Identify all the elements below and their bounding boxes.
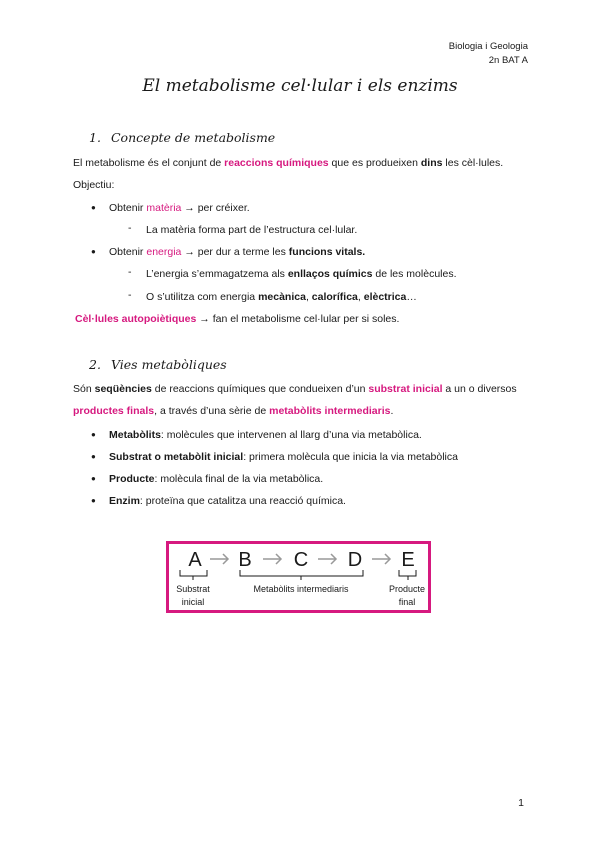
def-text: : molècula final de la via metabòlica.: [154, 473, 324, 485]
sub3-comma: ,: [357, 291, 361, 303]
vies-line1: [73, 382, 517, 396]
bullet2-highlight: energia: [146, 246, 182, 258]
sub3-text-a: O s’utilitza com energia: [146, 291, 256, 303]
vies-line2: [73, 404, 393, 418]
bullet1-highlight: matèria: [146, 202, 182, 214]
def-producte: [109, 472, 323, 486]
intro-highlight: reaccions químiques: [224, 157, 329, 169]
bullet-icon: ●: [91, 203, 96, 212]
section1-number: 1.: [89, 130, 101, 145]
vies-text-c: de reaccions químiques que condueixen d’un: [154, 383, 366, 395]
metabolite-b: B: [238, 549, 252, 571]
section2-number: 2.: [89, 357, 101, 372]
sub3-comma: ,: [305, 291, 309, 303]
bullet-energia: [109, 245, 365, 259]
sub-energia-tipus: [146, 290, 417, 304]
def-metabolits: [109, 428, 422, 442]
bullet-icon: ●: [91, 496, 96, 505]
sub-energia-emmagatzema: [146, 267, 457, 281]
label-substrat-2: inicial: [181, 597, 205, 607]
metabolic-pathway-diagram: [166, 541, 431, 613]
sub2-text-c: de les molècules.: [375, 268, 457, 280]
vies-bold: seqüències: [94, 383, 152, 395]
sub2-text-a: L’energia s’emmagatzema als: [146, 268, 285, 280]
def-enzim: [109, 494, 346, 508]
metabolite-d: D: [347, 549, 363, 571]
vies-text-a: Són: [73, 383, 92, 395]
autopoietiques-text: → fan el metabolisme cel·lular per si soles.: [199, 313, 400, 325]
vies-highlight-productes: productes finals: [73, 405, 155, 417]
sub3-bold-calorifica: calorífica: [311, 291, 358, 303]
brace-substrat: [180, 570, 207, 580]
section2-title: Vies metabòliques: [110, 357, 227, 372]
bullet2-bold: funcions vitals.: [288, 246, 366, 258]
section1-heading: [89, 130, 275, 145]
sub-materia: La matèria forma part de l’estructura cel·lular.: [146, 224, 358, 236]
sub3-bold-mecanica: mecànica: [258, 291, 306, 303]
bullet2-text-a: Obtenir: [109, 246, 144, 258]
header-class: 2n BAT A: [488, 55, 528, 66]
def-text: : molècules que intervenen al llarg d’una via metabòlica.: [160, 429, 422, 441]
arrow-icon: [372, 554, 390, 564]
vies-highlight-substrat: substrat inicial: [368, 383, 443, 395]
arrow-icon: [318, 554, 336, 564]
def-term: Metabòlits: [109, 429, 161, 441]
sub3-bold-electrica: elèctrica: [363, 291, 407, 303]
label-substrat-1: Substrat: [176, 584, 210, 594]
page-number: 1: [518, 797, 524, 809]
bullet1-text-c: → per créixer.: [184, 202, 250, 214]
def-term: Producte: [109, 473, 155, 485]
pathway-svg: [169, 544, 428, 610]
def-text: : primera molècula que inicia la via metabòlica: [243, 451, 458, 463]
intro-text-a: El metabolisme és el conjunt de: [73, 157, 222, 169]
bullet-icon: ●: [91, 430, 96, 439]
bullet-icon: ●: [91, 247, 96, 256]
bullet-icon: ●: [91, 474, 96, 483]
label-producte-2: final: [398, 597, 416, 607]
intro-text-e: les cèl·lules.: [445, 157, 504, 169]
dash-icon: -: [128, 266, 132, 278]
intro-bold: dins: [420, 157, 443, 169]
header-subject: Biologia i Geologia: [448, 41, 528, 52]
dash-icon: -: [128, 289, 132, 301]
bullet1-text-a: Obtenir: [109, 202, 144, 214]
bullet2-text-c: → per dur a terme les: [184, 246, 286, 258]
label-producte-1: Producte: [388, 584, 426, 594]
sub3-ellipsis: …: [406, 291, 417, 303]
section1-title: Concepte de metabolisme: [110, 130, 276, 145]
arrow-icon: [263, 554, 281, 564]
page-title: El metabolisme cel·lular i els enzims: [142, 76, 458, 96]
label-intermediaris: Metabòlits intermediaris: [253, 584, 349, 594]
arrow-icon: [210, 554, 228, 564]
vies-period: .: [390, 405, 394, 417]
brace-producte: [399, 570, 416, 580]
vies-text-e: a un o diversos: [445, 383, 517, 395]
def-text: : proteïna que catalitza una reacció química.: [139, 495, 346, 507]
def-term: Substrat o metabòlit inicial: [109, 451, 244, 463]
vies-highlight-metabolits: metabòlits intermediaris: [269, 405, 391, 417]
brace-intermediaris: [240, 570, 363, 580]
def-substrat: [109, 450, 458, 464]
objective-label: Objectiu:: [73, 179, 115, 191]
section1-intro: [73, 156, 503, 170]
vies-text-b: , a través d’una sèrie de: [154, 405, 267, 417]
intro-text-c: que es produeixen: [331, 157, 418, 169]
bullet-materia: [109, 201, 250, 215]
autopoietiques-line: [75, 312, 399, 326]
sub2-bold: enllaços químics: [287, 268, 373, 280]
def-term: Enzim: [109, 495, 140, 507]
dash-icon: -: [128, 222, 132, 234]
metabolite-e: E: [401, 549, 415, 571]
autopoietiques-highlight: Cèl·lules autopoiètiques: [75, 313, 197, 325]
bullet-icon: ●: [91, 452, 96, 461]
section2-heading: [89, 357, 227, 372]
metabolite-c: C: [293, 549, 309, 571]
metabolite-a: A: [188, 549, 202, 571]
